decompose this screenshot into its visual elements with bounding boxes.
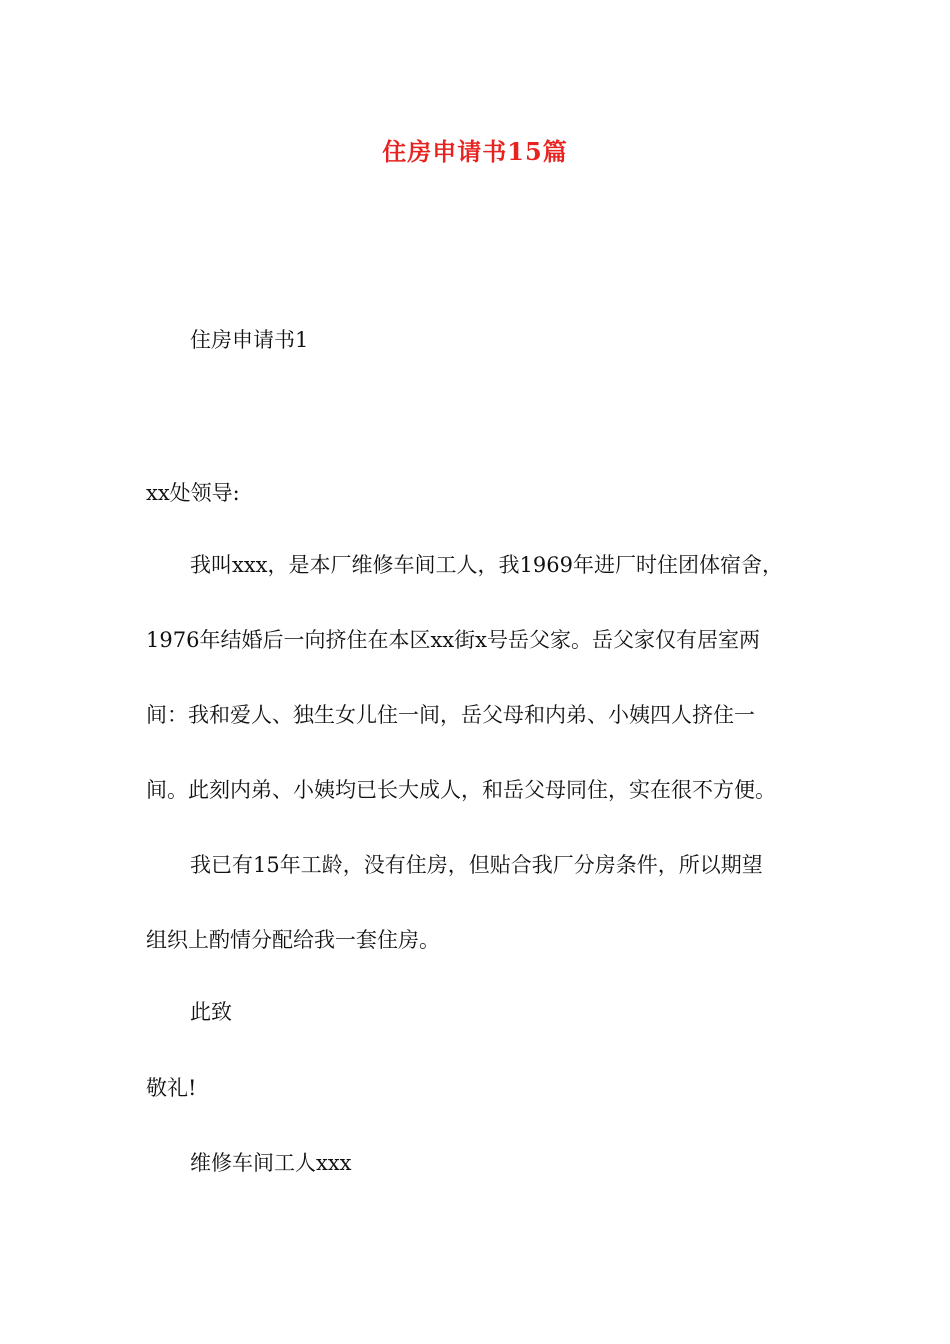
section-heading: 住房申请书1 (190, 328, 309, 352)
closing-greeting: 此致 (190, 1000, 232, 1024)
body-line-1: 我叫xxx，是本厂维修车间工人，我1969年进厂时住团体宿舍， (190, 553, 783, 577)
body-line-4: 间。此刻内弟、小姨均已长大成人，和岳父母同住，实在很不方便。 (146, 778, 776, 802)
body-line-5: 我已有15年工龄，没有住房，但贴合我厂分房条件，所以期望 (190, 853, 763, 877)
salutation: xx处领导: (146, 481, 240, 505)
document-title: 住房申请书15篇 (382, 137, 568, 166)
body-line-6: 组织上酌情分配给我一套住房。 (146, 928, 440, 952)
body-line-2: 1976年结婚后一向挤住在本区xx街x号岳父家。岳父家仅有居室两 (146, 628, 760, 652)
signature: 维修车间工人xxx (190, 1151, 352, 1175)
body-line-3: 间：我和爱人、独生女儿住一间，岳父母和内弟、小姨四人挤住一 (146, 703, 755, 727)
closing-salute: 敬礼! (146, 1076, 197, 1100)
